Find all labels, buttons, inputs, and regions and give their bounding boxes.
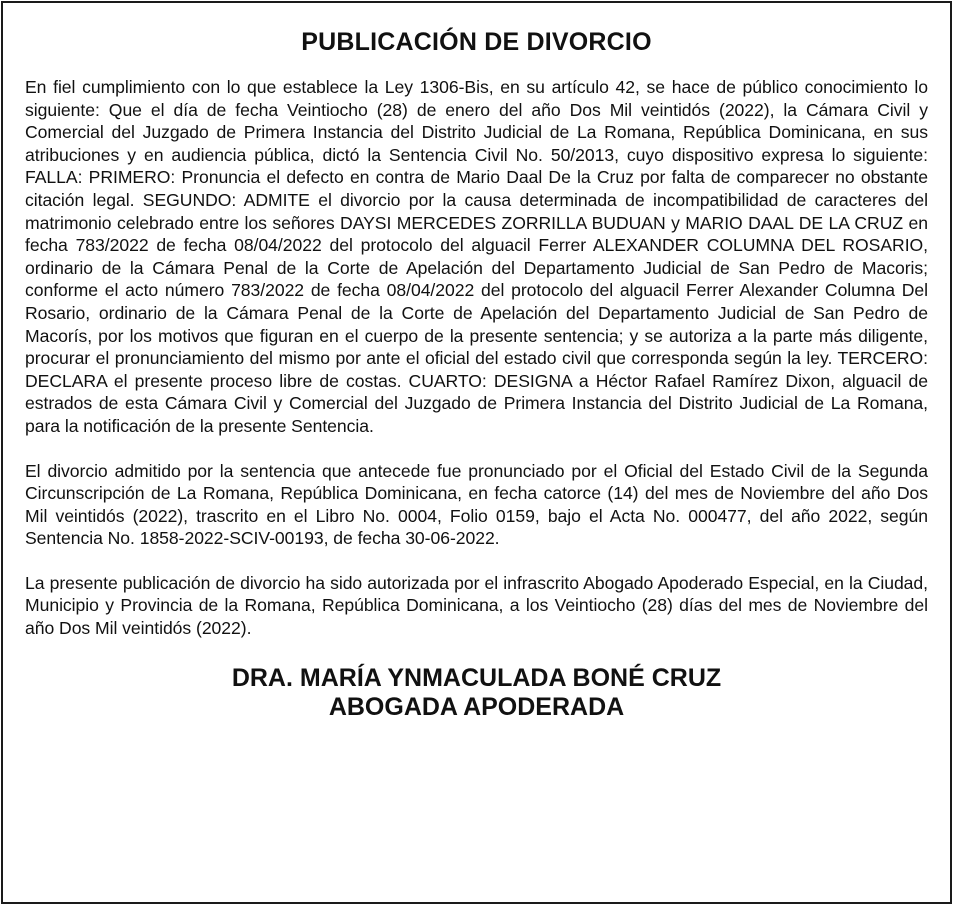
ruling-paragraph: En fiel cumplimiento con lo que establece la Ley 1306-Bis, en su artículo 42, se hace de público conocimiento lo siguiente: Que el día de fecha Veintiocho (28) de enero del año Dos Mil veintidós (2022), la Cámara Civil y Comercial del Juzgado de Primera Instancia del Distrito Judicial de La Romana, República Dominicana, en sus atribuciones y en audiencia pública, dictó la Sentencia Civil No. 50/2013, cuyo dispositivo expresa lo siguiente: FALLA: PRIMERO: Pronuncia el defecto en contra de Mario Daal De la Cruz por falta de comparecer no obstante citación legal. SEGUNDO: ADMITE el divorcio por la causa determinada de incompatibilidad de caracteres del matrimonio celebrado entre los señores DAYSI MERCEDES ZORRILLA BUDUAN y MARIO DAAL DE LA CRUZ en fecha 783/2022 de fecha 08/04/2022 del protocolo del alguacil Ferrer ALEXANDER COLUMNA DEL ROSARIO, ordinario de la Cámara Penal de la Corte de Apelación del Departamento Judicial de San Pedro de Macoris; conforme el acto número 783/2022 de fecha 08/04/2022 del protocolo del alguacil Ferrer Alexander Columna Del Rosario, ordinario de la Cámara Penal de la Corte de Apelación del Departamento Judicial de San Pedro de Macorís, por los motivos que figuran en el cuerpo de la presente sentencia; y se autoriza a la parte más diligente, procurar el pronunciamiento del mismo por ante el oficial del estado civil que corresponda según la ley. TERCERO: DECLARA el presente proceso libre de costas. CUARTO: DESIGNA a Héctor Rafael Ramírez Dixon, alguacil de estrados de esta Cámara Civil y Comercial del Juzgado de Primera Instancia del Distrito Judicial de La Romana, para la notificación de la presente Sentencia.: [25, 77, 928, 436]
divorce-notice: [1, 1, 952, 904]
signatory-name: DRA. MARÍA YNMACULADA BONÉ CRUZ: [231, 663, 722, 692]
pronouncement-paragraph: El divorcio admitido por la sentencia que antecede fue pronunciado por el Oficial del Estado Civil de la Segunda Circunscripción de La Romana, República Dominicana, en fecha catorce (14) del mes de Noviembre del año Dos Mil veintidós (2022), trascrito en el Libro No. 0004, Folio 0159, bajo el Acta No. 000477, del año 2022, según Sentencia No. 1858-2022-SCIV-00193, de fecha 30-06-2022.: [25, 460, 928, 549]
notice-title: PUBLICACIÓN DE DIVORCIO: [301, 28, 652, 56]
signature-block: [25, 664, 928, 722]
signatory-role: ABOGADA APODERADA: [328, 692, 625, 721]
authorization-paragraph: La presente publicación de divorcio ha sido autorizada por el infrascrito Abogado Apoderado Especial, en la Ciudad, Municipio y Provincia de la Romana, República Dominicana, a los Veintiocho (28) días del mes de Noviembre del año Dos Mil veintidós (2022).: [25, 572, 928, 639]
